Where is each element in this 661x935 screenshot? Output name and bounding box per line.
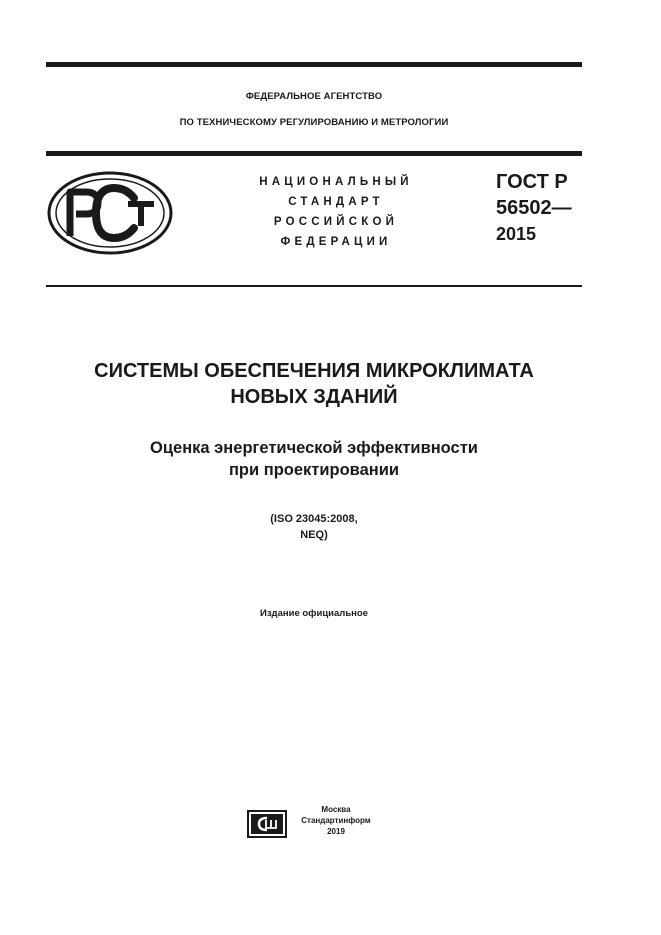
subtitle-line-1: Оценка энергетической эффективности (150, 439, 478, 457)
standard-type-line-2: СТАНДАРТ (288, 196, 384, 208)
standard-type-line-4: ФЕДЕРАЦИИ (280, 236, 392, 248)
standard-designation (496, 169, 572, 247)
designation-line-1: ГОСТ Р (496, 171, 568, 193)
edition-label: Издание официальное (260, 608, 368, 619)
agency-line-2: ПО ТЕХНИЧЕСКОМУ РЕГУЛИРОВАНИЮ И МЕТРОЛОГИИ (179, 117, 449, 128)
designation-line-2: 56502— (496, 197, 572, 219)
agency-line-1: ФЕДЕРАЛЬНОЕ АГЕНТСТВО (245, 91, 383, 102)
bottom-rule (46, 285, 582, 287)
iso-reference-line-2: NEQ) (300, 529, 328, 541)
document-subtitle (46, 437, 582, 481)
title-line-2: НОВЫХ ЗДАНИЙ (230, 386, 398, 408)
document-title (46, 358, 582, 410)
top-rule (46, 62, 582, 67)
title-line-1: СИСТЕМЫ ОБЕСПЕЧЕНИЯ МИКРОКЛИМАТА (94, 360, 534, 382)
standard-type-line-1: НАЦИОНАЛЬНЫЙ (259, 176, 413, 188)
designation-line-3: 2015 (496, 224, 537, 244)
publisher-year: 2019 (327, 827, 345, 836)
publisher-city: Москва (321, 805, 351, 814)
standard-type-line-3: РОССИЙСКОЙ (273, 216, 399, 228)
middle-rule (46, 151, 582, 156)
subtitle-line-2: при проектировании (228, 461, 400, 479)
publisher-name: Стандартинформ (301, 816, 371, 825)
publisher-info (296, 804, 376, 837)
standard-type (236, 172, 436, 252)
iso-reference-line-1: (ISO 23045:2008, (270, 513, 358, 525)
standartinform-logo-icon (247, 810, 287, 838)
rst-certification-mark-icon (46, 170, 174, 256)
iso-reference (46, 511, 582, 543)
